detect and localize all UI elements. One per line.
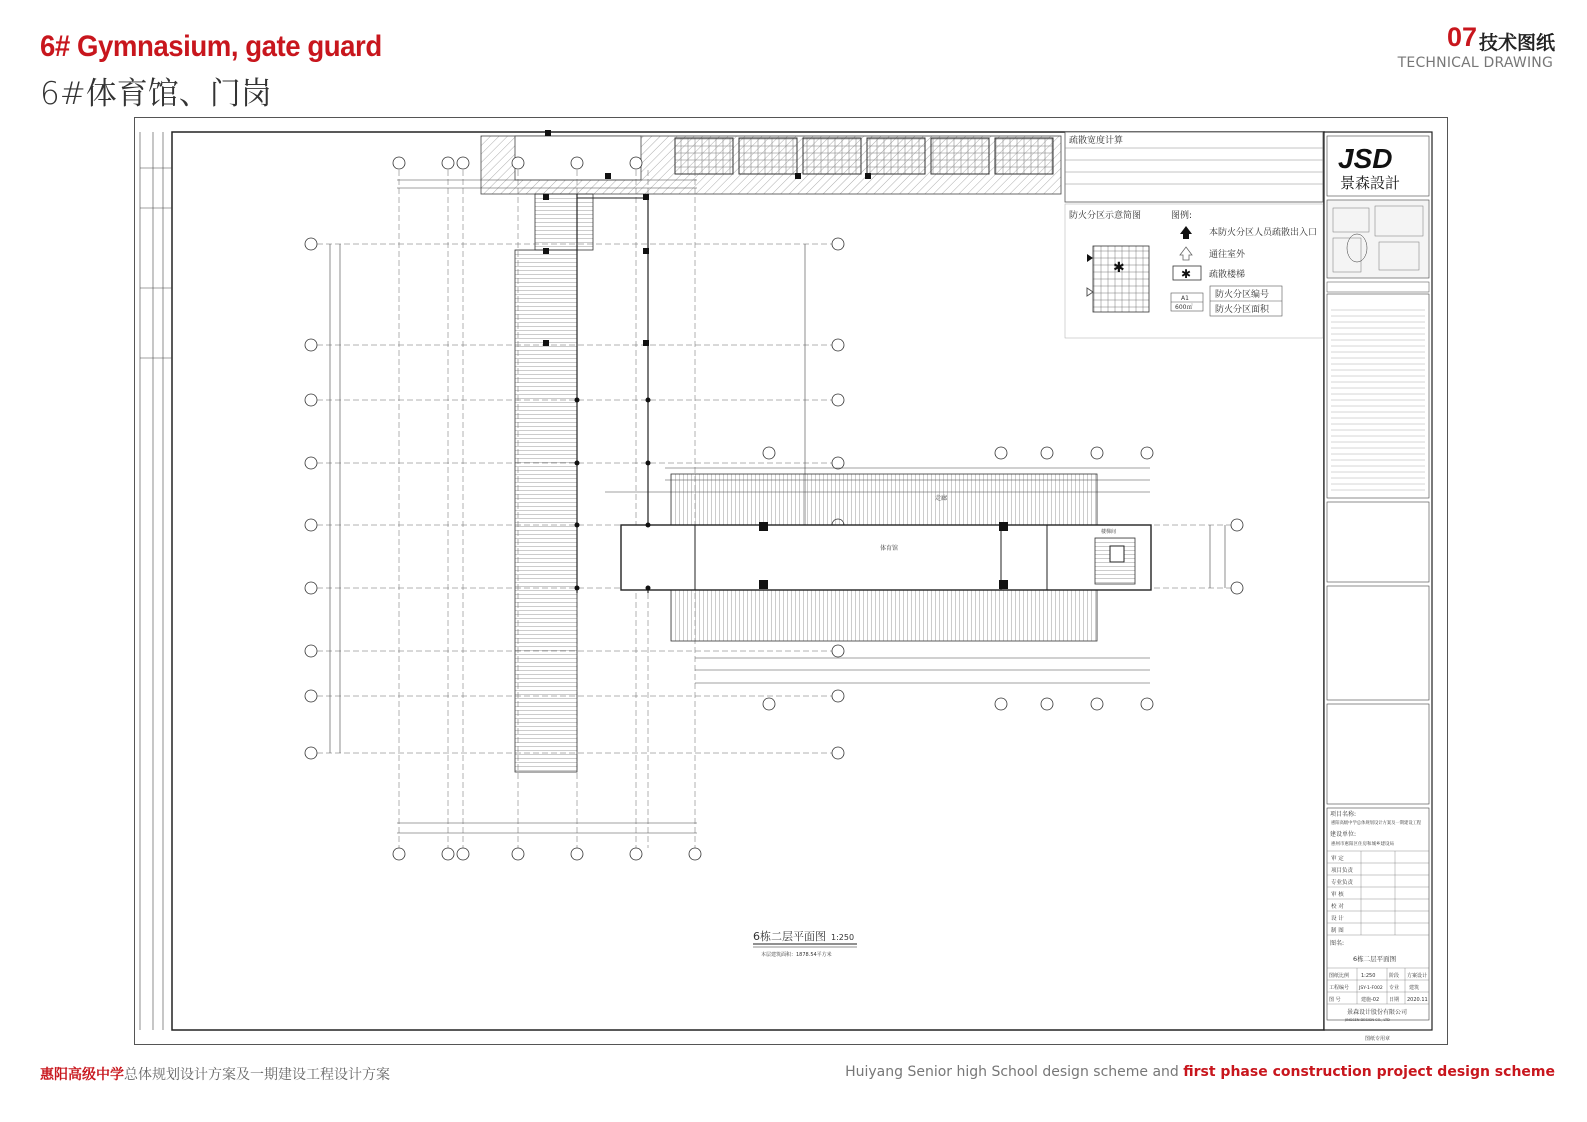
section-title-en: TECHNICAL DRAWING xyxy=(1397,55,1553,71)
room-label-corridor: 走廊 xyxy=(935,495,948,502)
project-value: 惠阳高级中学总体规划设计方案及一期建设工程 xyxy=(1331,821,1422,826)
stamp-note: 图纸专用章 xyxy=(1365,1036,1391,1042)
zone-number-label: 防火分区编号 xyxy=(1215,290,1270,300)
plan-area-note: 本层建筑面积：1878.54平方米 xyxy=(761,952,832,958)
central-corridor xyxy=(621,525,1151,590)
plan-scale: 1:250 xyxy=(831,933,855,942)
vertical-bleachers xyxy=(515,250,577,772)
drawing-name-value: 6栋二层平面图 xyxy=(1353,955,1397,963)
role-1: 项目负责 xyxy=(1331,868,1354,874)
meta-2-k2: 日期 xyxy=(1389,997,1400,1003)
plan-title: 6栋二层平面图 xyxy=(753,930,826,943)
room-label-stair: 楼梯间 xyxy=(1101,529,1117,535)
site-key-plan xyxy=(1327,200,1429,278)
meta-0-v2: 方案设计 xyxy=(1407,973,1428,979)
meta-1-k: 工程编号 xyxy=(1329,985,1350,991)
logo-en: JSD xyxy=(1338,143,1393,174)
evac-width-title: 疏散宽度计算 xyxy=(1069,136,1124,146)
role-2: 专业负责 xyxy=(1331,880,1354,886)
role-6: 制 图 xyxy=(1331,928,1344,934)
footer-school-name: 惠阳高级中学 xyxy=(40,1067,124,1083)
lower-bleachers xyxy=(671,590,1097,641)
client-label: 建设单位: xyxy=(1330,831,1357,838)
role-3: 审 核 xyxy=(1331,892,1344,898)
asterisk-stair-icon: ✱ xyxy=(1181,267,1192,281)
meta-2-k: 图 号 xyxy=(1329,997,1341,1003)
footer-en-red: first phase construction project design scheme xyxy=(1183,1064,1555,1080)
legend-title: 图例: xyxy=(1171,211,1193,221)
legend-item-outdoor: 通往室外 xyxy=(1209,250,1246,260)
meta-1-k2: 专业 xyxy=(1389,985,1400,991)
floor-plan-drawing xyxy=(135,118,1449,1046)
footer-right xyxy=(845,1064,1555,1080)
zone-area-label: 防火分区面积 xyxy=(1215,305,1270,315)
fire-zone-diagram-title: 防火分区示意简图 xyxy=(1069,211,1142,221)
role-5: 设 计 xyxy=(1331,916,1344,922)
legend-item-exit: 本防火分区人员疏散出入口 xyxy=(1209,228,1318,238)
meta-0-k2: 阶段 xyxy=(1389,973,1400,979)
room-label-main-hall: 体育馆 xyxy=(880,545,899,552)
meta-0-v: 1:250 xyxy=(1361,973,1376,979)
meta-1-v: JSY-1-F002 xyxy=(1359,986,1383,991)
asterisk-stair-icon: ✱ xyxy=(1113,260,1125,276)
company-en: JINGSEN DESIGN CO., LTD xyxy=(1345,1018,1390,1022)
meta-0-k: 图纸比例 xyxy=(1329,973,1350,979)
page-title-cn: 6#体育馆、门岗 xyxy=(40,76,272,112)
section-number: 07 xyxy=(1446,22,1477,52)
meta-2-v: 建施-02 xyxy=(1361,997,1380,1003)
drawing-sheet xyxy=(134,117,1448,1045)
upper-bleachers xyxy=(671,474,1097,525)
project-label: 项目名称: xyxy=(1330,811,1357,818)
fire-zone-diagram xyxy=(1093,246,1149,312)
zone-number-value: A1 xyxy=(1181,295,1189,302)
zone-area-value: 600㎡ xyxy=(1175,304,1193,311)
drawing-name-label: 图名: xyxy=(1330,940,1345,947)
company-cn: 景森设计股份有限公司 xyxy=(1347,1009,1408,1016)
footer-en-gray: Huiyang Senior high School design scheme and xyxy=(845,1064,1184,1080)
logo-cn: 景森設計 xyxy=(1340,174,1401,192)
legend-item-stair: 疏散楼梯 xyxy=(1209,270,1246,280)
role-0: 审 定 xyxy=(1331,856,1344,862)
notes-block xyxy=(1327,294,1429,498)
meta-2-v2: 2020.11 xyxy=(1407,997,1428,1003)
role-4: 校 对 xyxy=(1331,904,1344,910)
footer-project-desc: 总体规划设计方案及一期建设工程设计方案 xyxy=(124,1067,390,1083)
meta-1-v2: 建筑 xyxy=(1409,985,1420,991)
page-title-en: 6# Gymnasium, gate guard xyxy=(40,30,382,63)
client-value: 惠州市惠阳区住房和城乡建设局 xyxy=(1331,842,1394,847)
footer-left xyxy=(40,1064,390,1084)
section-title-cn: 技术图纸 xyxy=(1478,32,1555,54)
